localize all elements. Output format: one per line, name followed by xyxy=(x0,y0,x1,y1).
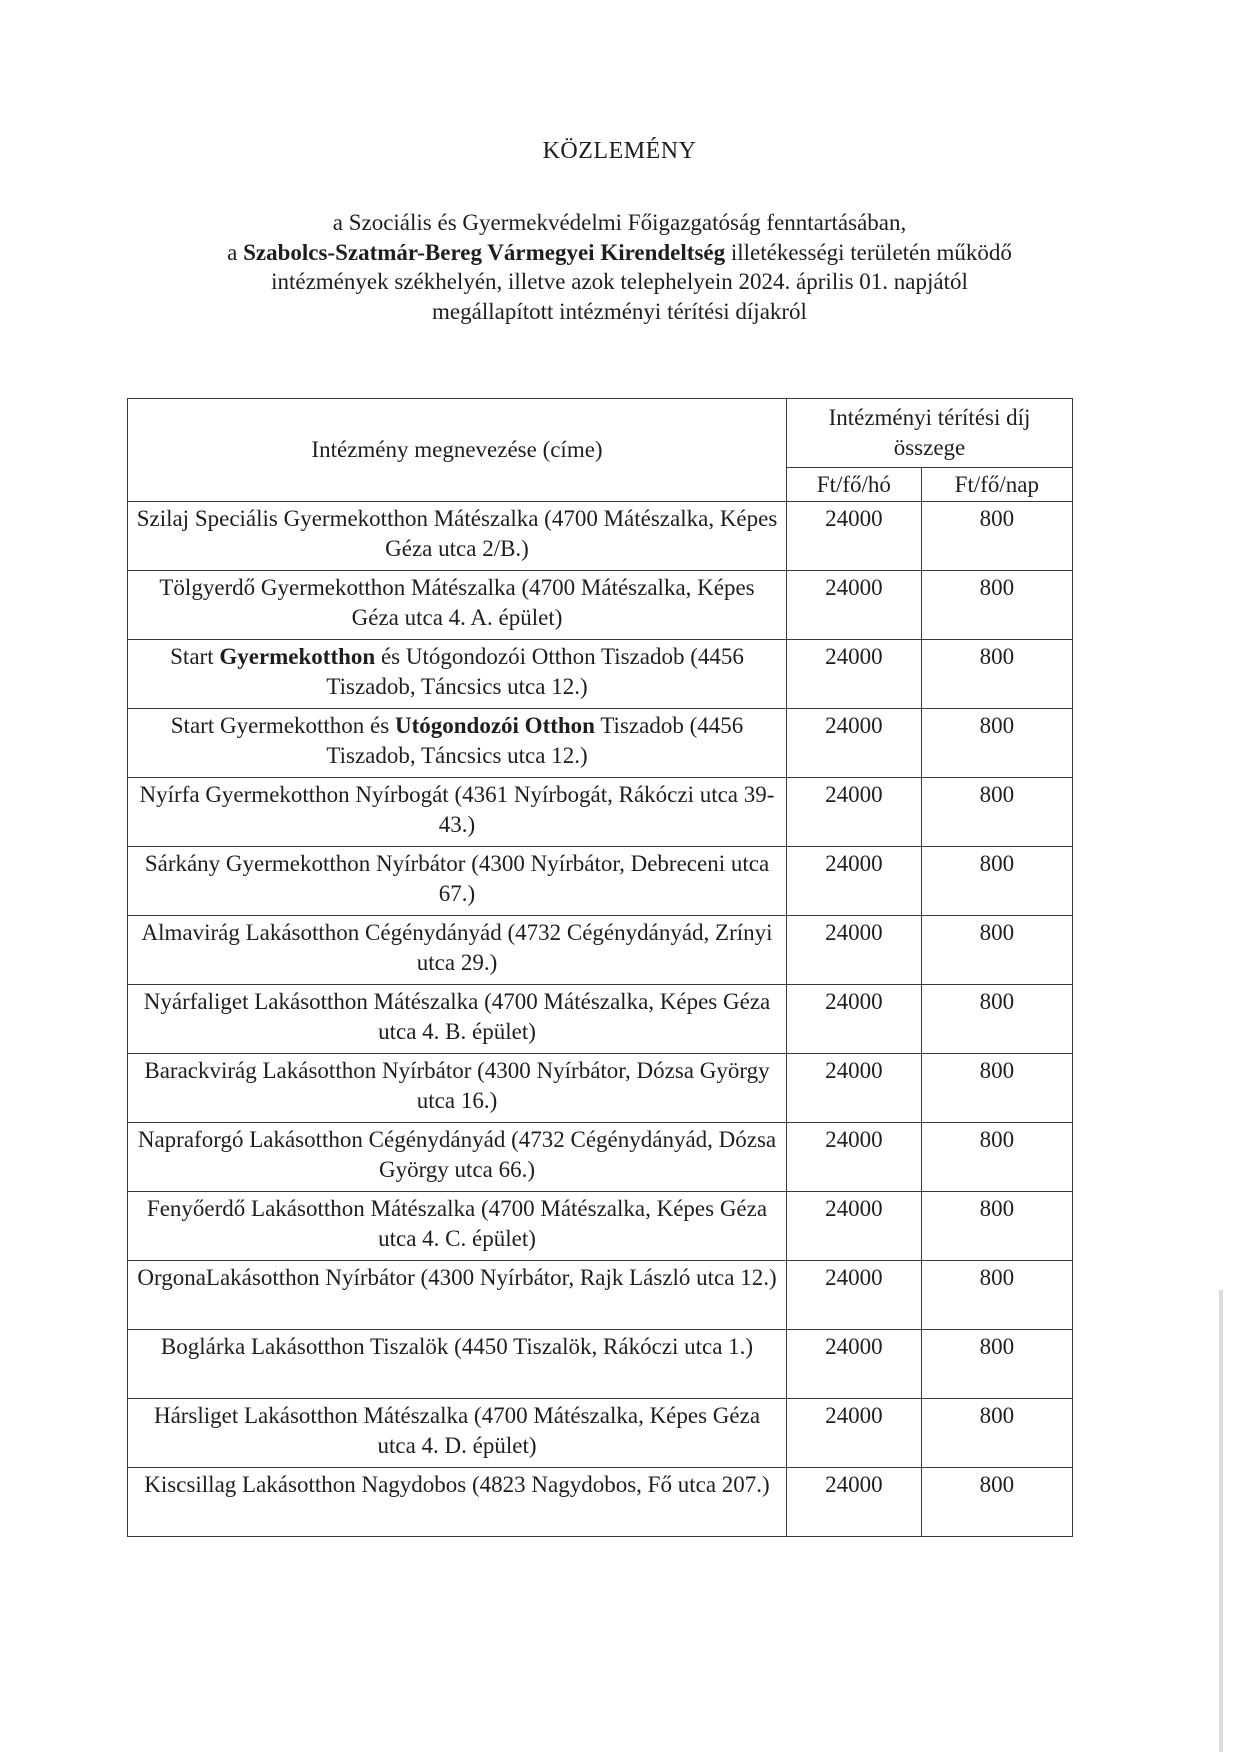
institution-name-cell xyxy=(128,1399,787,1468)
table-row xyxy=(128,1468,1073,1537)
institution-name-text: Fenyőerdő Lakásotthon Mátészalka (4700 Mátészalka, Képes Géza utca 4. C. épület) xyxy=(146,1196,768,1251)
institution-name-text: Start Gyermekotthon és xyxy=(170,713,395,738)
daily-fee-cell: 800 xyxy=(921,571,1072,640)
fees-table xyxy=(127,398,1073,1537)
institution-name-cell xyxy=(128,709,787,778)
intro-line-2-suffix: illetékességi területén működő xyxy=(725,239,1012,265)
institution-name-text: Nyárfaliget Lakásotthon Mátészalka (4700 Mátészalka, Képes Géza utca 4. B. épület) xyxy=(143,989,771,1044)
institution-name-text: Barackvirág Lakásotthon Nyírbátor (4300 Nyírbátor, Dózsa György utca 16.) xyxy=(144,1058,770,1113)
institution-name-text-rest: és Utógondozói Otthon Tiszadob (4456 Tiszadob, Táncsics utca 12.) xyxy=(326,644,744,699)
monthly-fee-cell: 24000 xyxy=(787,709,922,778)
table-row xyxy=(128,1123,1073,1192)
daily-fee-cell: 800 xyxy=(921,847,1072,916)
header-fee-amount: Intézményi térítési díj összege xyxy=(787,399,1073,468)
institution-name-cell xyxy=(128,571,787,640)
intro-line-4: megállapított intézményi térítési díjakról xyxy=(432,298,807,324)
monthly-fee-cell: 24000 xyxy=(787,1123,922,1192)
intro-paragraph xyxy=(0,208,1239,326)
intro-line-2-prefix: a xyxy=(227,239,244,265)
table-row xyxy=(128,1330,1073,1399)
daily-fee-cell: 800 xyxy=(921,778,1072,847)
institution-name-emphasis: Utógondozói Otthon xyxy=(394,713,595,738)
monthly-fee-cell: 24000 xyxy=(787,1261,922,1330)
monthly-fee-cell: 24000 xyxy=(787,640,922,709)
table-row xyxy=(128,1192,1073,1261)
daily-fee-cell: 800 xyxy=(921,1192,1072,1261)
table-row xyxy=(128,502,1073,571)
institution-name-text: Nyírfa Gyermekotthon Nyírbogát (4361 Nyírbogát, Rákóczi utca 39-43.) xyxy=(139,782,775,837)
table-row xyxy=(128,640,1073,709)
institution-name-text: OrgonaLakásotthon Nyírbátor (4300 Nyírbátor, Rajk László utca 12.) xyxy=(137,1265,777,1290)
monthly-fee-cell: 24000 xyxy=(787,916,922,985)
institution-name-text: Kiscsillag Lakásotthon Nagydobos (4823 Nagydobos, Fő utca 207.) xyxy=(144,1472,770,1497)
daily-fee-cell: 800 xyxy=(921,640,1072,709)
institution-name-cell xyxy=(128,640,787,709)
table-row xyxy=(128,709,1073,778)
intro-office-name: Szabolcs-Szatmár-Bereg Vármegyei Kirendeltség xyxy=(243,239,726,265)
daily-fee-cell: 800 xyxy=(921,1399,1072,1468)
header-monthly: Ft/fő/hó xyxy=(787,468,922,502)
daily-fee-cell: 800 xyxy=(921,502,1072,571)
daily-fee-cell: 800 xyxy=(921,1330,1072,1399)
institution-name-cell xyxy=(128,1054,787,1123)
scan-artifact-line xyxy=(1219,1290,1223,1752)
intro-line-3: intézmények székhelyén, illetve azok telephelyein 2024. április 01. napjától xyxy=(271,269,968,294)
daily-fee-cell: 800 xyxy=(921,1054,1072,1123)
institution-name-cell xyxy=(128,502,787,571)
institution-name-text: Almavirág Lakásotthon Cégénydányád (4732 Cégénydányád, Zrínyi utca 29.) xyxy=(141,920,773,975)
monthly-fee-cell: 24000 xyxy=(787,847,922,916)
monthly-fee-cell: 24000 xyxy=(787,778,922,847)
institution-name-text-rest: Tiszadob (4456 Tiszadob, Táncsics utca 12.) xyxy=(326,713,744,768)
table-row xyxy=(128,1054,1073,1123)
institution-name-cell xyxy=(128,1261,787,1330)
table-row xyxy=(128,847,1073,916)
table-row xyxy=(128,1399,1073,1468)
institution-name-cell xyxy=(128,1123,787,1192)
institution-name-text: Start xyxy=(170,644,220,669)
institution-name-cell xyxy=(128,1192,787,1261)
monthly-fee-cell: 24000 xyxy=(787,985,922,1054)
table-row xyxy=(128,571,1073,640)
monthly-fee-cell: 24000 xyxy=(787,1330,922,1399)
table-row xyxy=(128,1261,1073,1330)
intro-line-1: a Szociális és Gyermekvédelmi Főigazgatóság fenntartásában, xyxy=(332,210,907,235)
table-row xyxy=(128,985,1073,1054)
monthly-fee-cell: 24000 xyxy=(787,1399,922,1468)
institution-name-cell xyxy=(128,847,787,916)
daily-fee-cell: 800 xyxy=(921,1261,1072,1330)
institution-name-cell xyxy=(128,1468,787,1537)
institution-name-text: Tölgyerdő Gyermekotthon Mátészalka (4700 Mátészalka, Képes Géza utca 4. A. épület) xyxy=(159,575,755,630)
institution-name-text: Boglárka Lakásotthon Tiszalök (4450 Tiszalök, Rákóczi utca 1.) xyxy=(160,1334,754,1359)
daily-fee-cell: 800 xyxy=(921,1123,1072,1192)
institution-name-text: Szilaj Speciális Gyermekotthon Mátészalka (4700 Mátészalka, Képes Géza utca 2/B.) xyxy=(136,506,778,561)
header-institution-name: Intézmény megnevezése (címe) xyxy=(128,399,787,502)
daily-fee-cell: 800 xyxy=(921,985,1072,1054)
monthly-fee-cell: 24000 xyxy=(787,1192,922,1261)
table-row xyxy=(128,916,1073,985)
monthly-fee-cell: 24000 xyxy=(787,571,922,640)
daily-fee-cell: 800 xyxy=(921,916,1072,985)
institution-name-cell xyxy=(128,1330,787,1399)
institution-name-cell xyxy=(128,916,787,985)
daily-fee-cell: 800 xyxy=(921,1468,1072,1537)
header-daily: Ft/fő/nap xyxy=(921,468,1072,502)
institution-name-cell xyxy=(128,985,787,1054)
institution-name-cell xyxy=(128,778,787,847)
daily-fee-cell: 800 xyxy=(921,709,1072,778)
fees-table-body xyxy=(128,502,1073,1537)
monthly-fee-cell: 24000 xyxy=(787,1054,922,1123)
intro-line-2 xyxy=(0,238,1239,268)
document-title: KÖZLEMÉNY xyxy=(542,138,697,164)
monthly-fee-cell: 24000 xyxy=(787,502,922,571)
institution-name-text: Hársliget Lakásotthon Mátészalka (4700 Mátészalka, Képes Géza utca 4. D. épület) xyxy=(153,1403,761,1458)
table-row xyxy=(128,778,1073,847)
institution-name-text: Sárkány Gyermekotthon Nyírbátor (4300 Nyírbátor, Debreceni utca 67.) xyxy=(144,851,770,906)
institution-name-emphasis: Gyermekotthon xyxy=(219,644,376,669)
monthly-fee-cell: 24000 xyxy=(787,1468,922,1537)
institution-name-text: Napraforgó Lakásotthon Cégénydányád (4732 Cégénydányád, Dózsa György utca 66.) xyxy=(137,1127,777,1182)
